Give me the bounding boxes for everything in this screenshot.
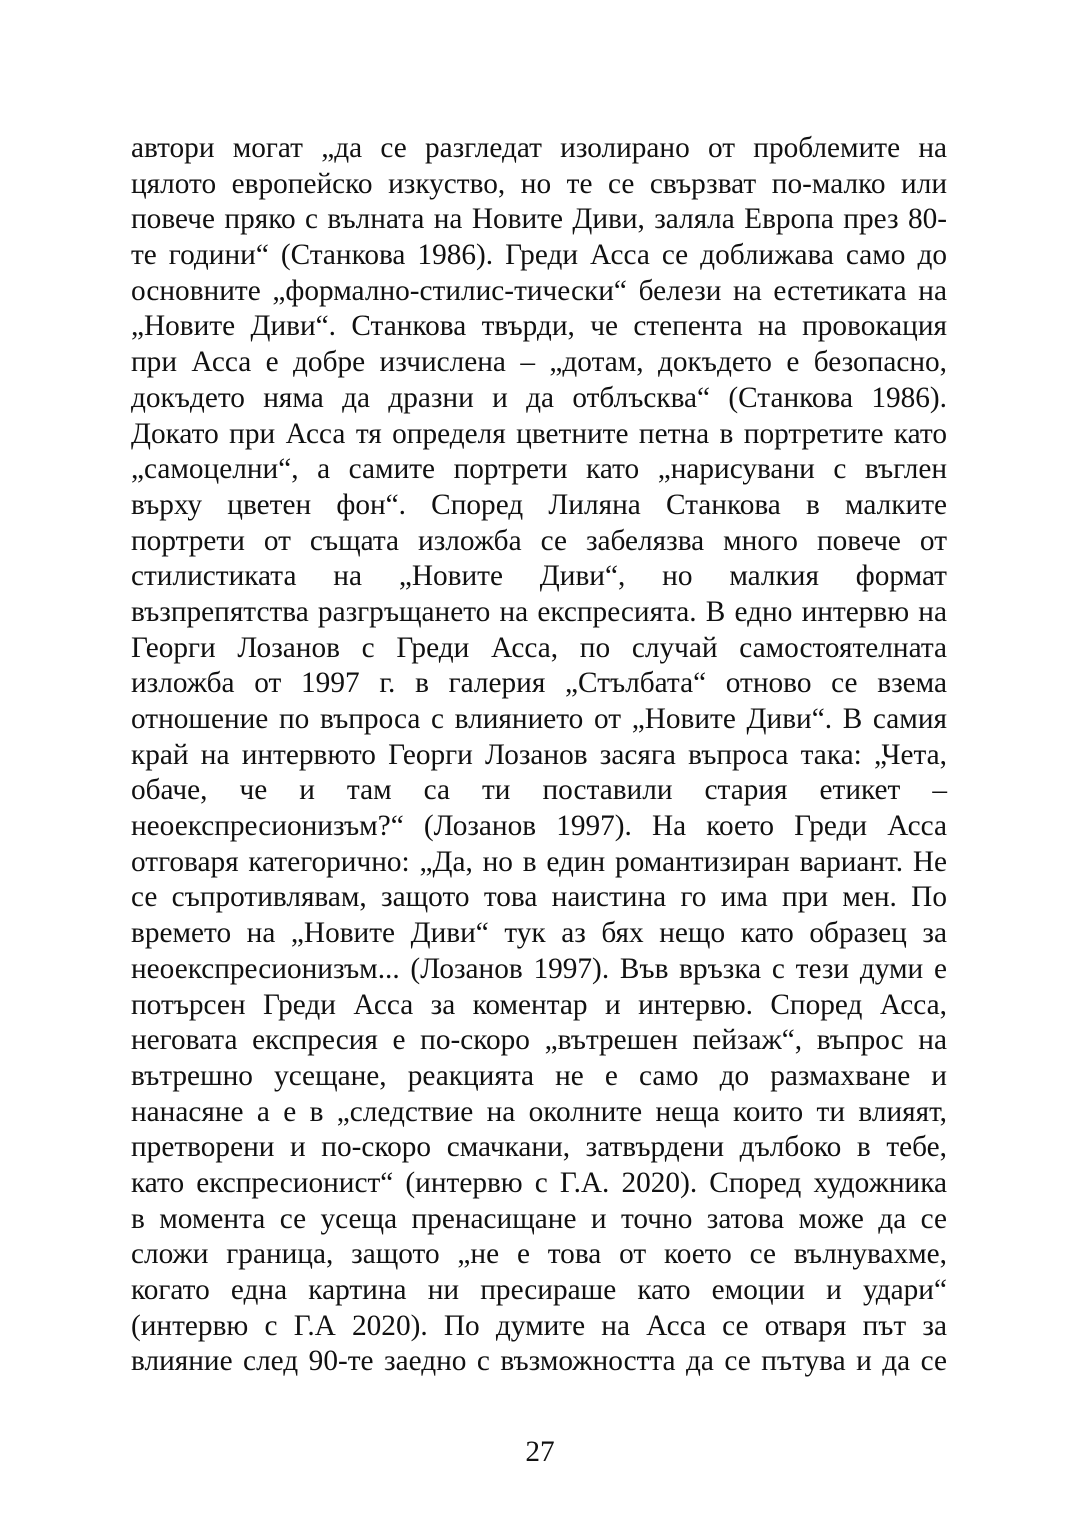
body-paragraph bbox=[131, 131, 947, 1380]
text-line: неоекспресионизъм?“ (Лозанов 1997). На което Греди Асса bbox=[131, 810, 947, 843]
text-line: изложба от 1997 г. в галерия „Стълбата“ отново се взема bbox=[131, 667, 947, 700]
text-line: когато една картина ни пресираше като емоции и удари“ bbox=[131, 1274, 947, 1306]
text-line: нанасяне а е в „следствие на околните неща които ти влияят, bbox=[131, 1095, 947, 1128]
text-line: повече пряко с вълната на Новите Диви, заляла Европа през 80- bbox=[131, 203, 947, 236]
text-line: те години“ (Станкова 1986). Греди Асса се доближава само до bbox=[131, 239, 947, 272]
text-line: Георги Лозанов с Греди Асса, по случай самостоятелната bbox=[131, 631, 947, 664]
text-line: времето на „Новите Диви“ тук аз бях нещо като образец за bbox=[131, 917, 947, 950]
text-line: докъдето няма да дразни и да отблъсква“ (Станкова 1986). bbox=[131, 381, 947, 414]
text-line: върху цветен фон“. Според Лиляна Станкова в малките bbox=[131, 488, 947, 521]
text-line: вътрешно усещане, реакцията не е само до размахване и bbox=[131, 1059, 947, 1092]
text-line: в момента се усеща пренасищане и точно затова може да се bbox=[131, 1202, 947, 1235]
text-line: неоекспресионизъм... (Лозанов 1997). Във връзка с тези думи е bbox=[131, 952, 947, 985]
text-line: обаче, че и там са ти поставили стария етикет – bbox=[131, 774, 947, 807]
text-line: (интервю с Г.А 2020). По думите на Асса се отваря път за bbox=[131, 1309, 947, 1342]
text-line: потърсен Греди Асса за коментар и интервю. Според Асса, bbox=[131, 988, 947, 1021]
text-line: претворени и по-скоро смачкани, затвърдени дълбоко в тебе, bbox=[131, 1131, 947, 1164]
text-line: автори могат „да се разгледат изолирано от проблемите на bbox=[131, 132, 947, 164]
text-line: основните „формално-стилис-тически“ белези на естетиката на bbox=[131, 274, 947, 307]
text-line: портрети от същата изложба се забелязва много повече от bbox=[131, 524, 947, 557]
text-line: се съпротивлявам, защото това наистина го има при мен. По bbox=[131, 881, 947, 914]
page-number: 27 bbox=[525, 1436, 555, 1468]
text-line: „Новите Диви“. Станкова твърди, че степента на провокация bbox=[131, 310, 947, 343]
text-line: неговата експресия е по-скоро „вътрешен пейзаж“, въпрос на bbox=[131, 1024, 947, 1057]
text-line: цялото европейско изкуство, но те се свързват по-малко или bbox=[131, 167, 947, 200]
text-line: като експресионист“ (интервю с Г.А. 2020). Според художника bbox=[131, 1166, 947, 1199]
text-line: възпрепятства разгръщането на експресията. В едно интервю на bbox=[131, 595, 947, 628]
text-line: отговаря категорично: „Да, но в един романтизиран вариант. Не bbox=[131, 845, 947, 878]
text-line: край на интервюто Георги Лозанов засяга въпроса така: „Чета, bbox=[131, 738, 947, 771]
text-line: влияние след 90-те заедно с възможността да се пътува и да се bbox=[131, 1345, 947, 1378]
text-line: отношение по въпроса с влиянието от „Новите Диви“. В самия bbox=[131, 703, 947, 735]
text-line: „самоцелни“, а самите портрети като „нарисувани с въглен bbox=[131, 453, 947, 486]
text-line: сложи граница, защото „не е това от което се вълнувахме, bbox=[131, 1238, 947, 1271]
text-line: стилистиката на „Новите Диви“, но малкия формат bbox=[131, 560, 947, 593]
text-line: при Асса е добре изчислена – „дотам, докъдето е безопасно, bbox=[131, 346, 947, 379]
text-line: Докато при Асса тя определя цветните петна в портретите като bbox=[131, 417, 947, 450]
